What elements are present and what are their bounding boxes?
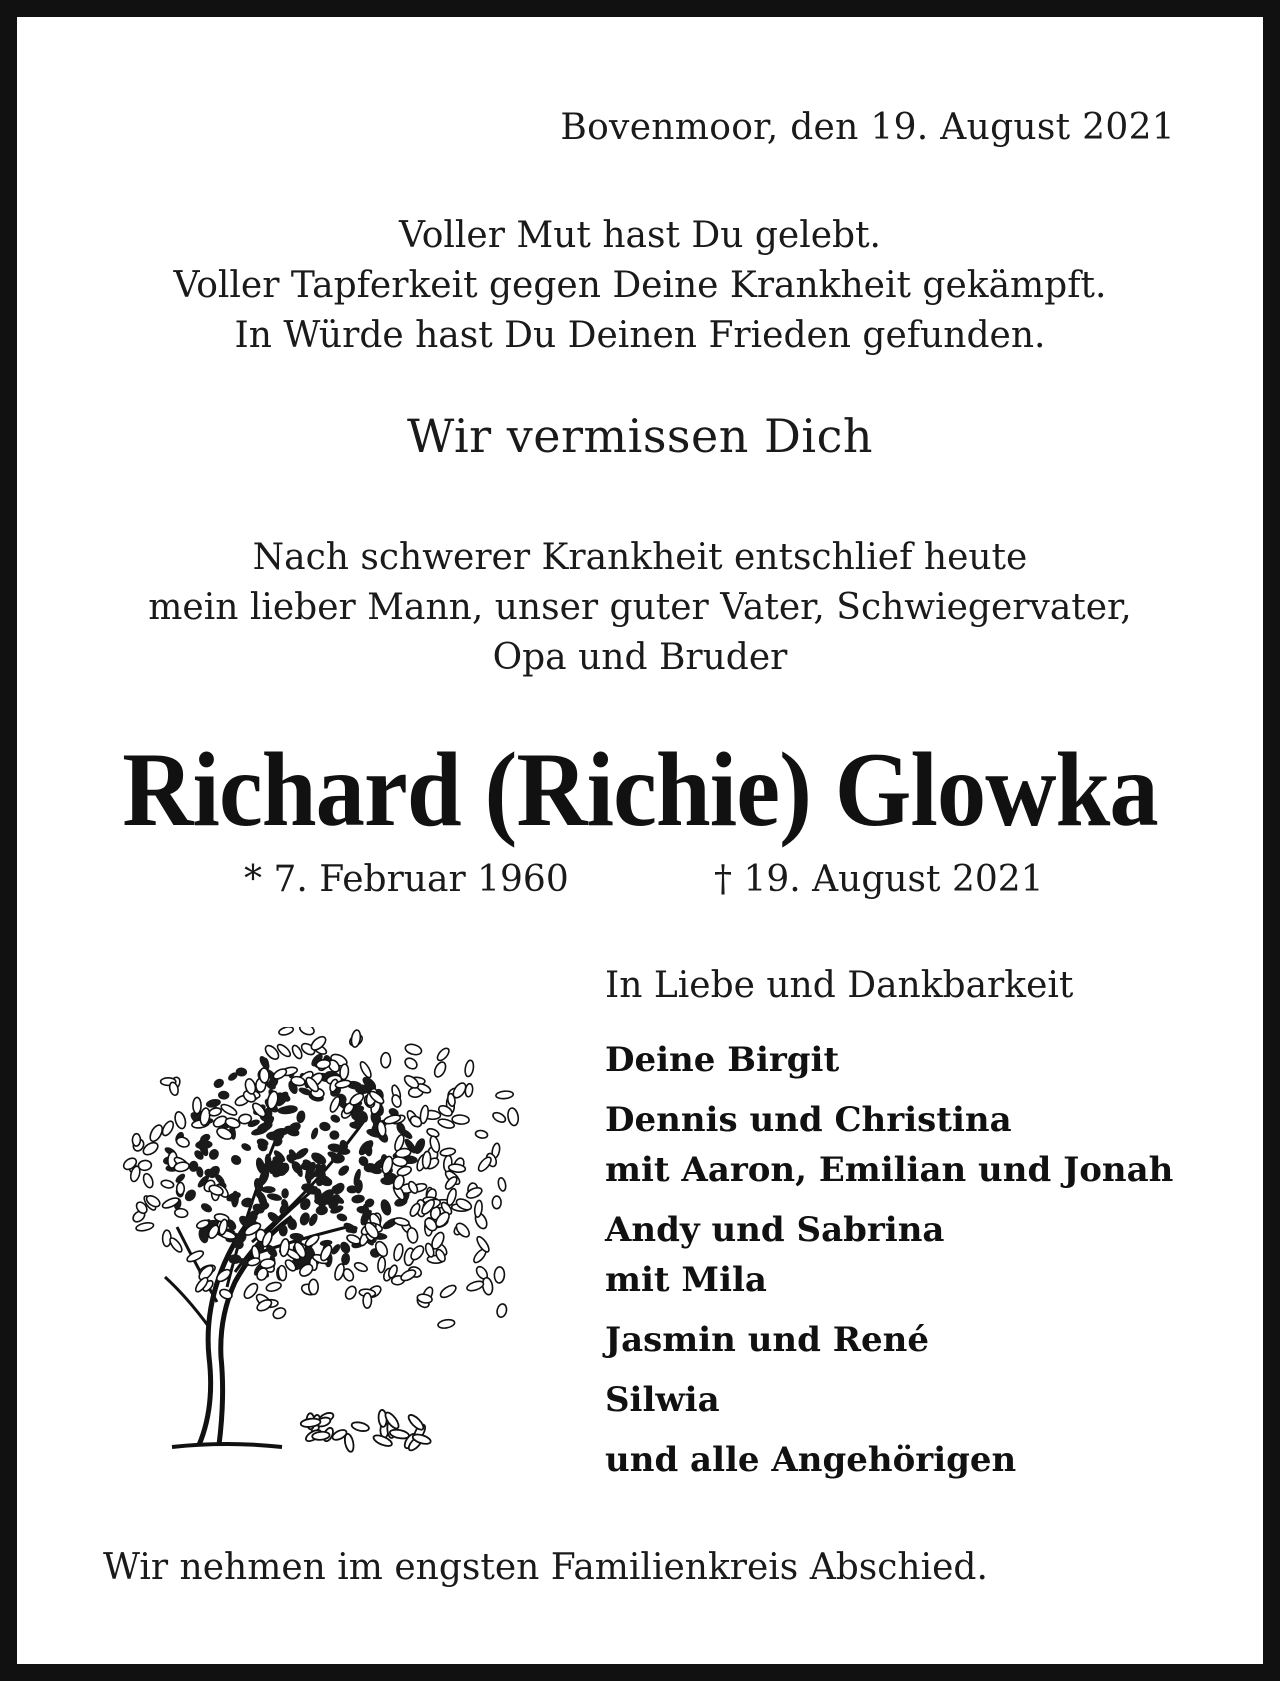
motto-line: Voller Tapferkeit gegen Deine Krankheit gekämpft. bbox=[173, 265, 1107, 306]
intro-line: Nach schwerer Krankheit entschlief heute bbox=[252, 537, 1028, 578]
mourner-line: Andy und Sabrina bbox=[605, 1210, 945, 1250]
tree-with-falling-leaves-icon bbox=[117, 1027, 537, 1467]
mourners-list bbox=[605, 1035, 1173, 1495]
mourners-greeting: In Liebe und Dankbarkeit bbox=[605, 965, 1074, 1006]
mourner-line: mit Aaron, Emilian und Jonah bbox=[605, 1150, 1174, 1190]
mourner-group bbox=[605, 1315, 1173, 1365]
mourner-group bbox=[605, 1375, 1173, 1425]
motto bbox=[17, 211, 1263, 361]
birth-date: * 7. Februar 1960 bbox=[244, 859, 569, 900]
mourner-line: mit Mila bbox=[605, 1260, 767, 1300]
intro-line: mein lieber Mann, unser guter Vater, Schwiegervater, bbox=[148, 587, 1132, 628]
mourner-line: Jasmin und René bbox=[605, 1320, 929, 1360]
mourner-group bbox=[605, 1435, 1173, 1485]
closing-note: Wir nehmen im engsten Familienkreis Abschied. bbox=[103, 1547, 988, 1588]
mourner-group bbox=[605, 1035, 1173, 1085]
mourner-line: Dennis und Christina bbox=[605, 1100, 1012, 1140]
intro-text bbox=[17, 533, 1263, 683]
mourner-group bbox=[605, 1095, 1173, 1195]
motto-line: Voller Mut hast Du gelebt. bbox=[399, 215, 881, 256]
subtitle: Wir vermissen Dich bbox=[407, 409, 873, 463]
mourner-line: und alle Angehörigen bbox=[605, 1440, 1017, 1480]
motto-line: In Würde hast Du Deinen Frieden gefunden. bbox=[234, 315, 1046, 356]
mourner-line: Silwia bbox=[605, 1380, 720, 1420]
deceased-name: Richard (Richie) Glowka bbox=[122, 731, 1158, 848]
mourner-group bbox=[605, 1205, 1173, 1305]
mourner-line: Deine Birgit bbox=[605, 1040, 840, 1080]
intro-line: Opa und Bruder bbox=[492, 637, 788, 678]
place-date: Bovenmoor, den 19. August 2021 bbox=[560, 107, 1175, 148]
death-date: † 19. August 2021 bbox=[714, 859, 1044, 900]
